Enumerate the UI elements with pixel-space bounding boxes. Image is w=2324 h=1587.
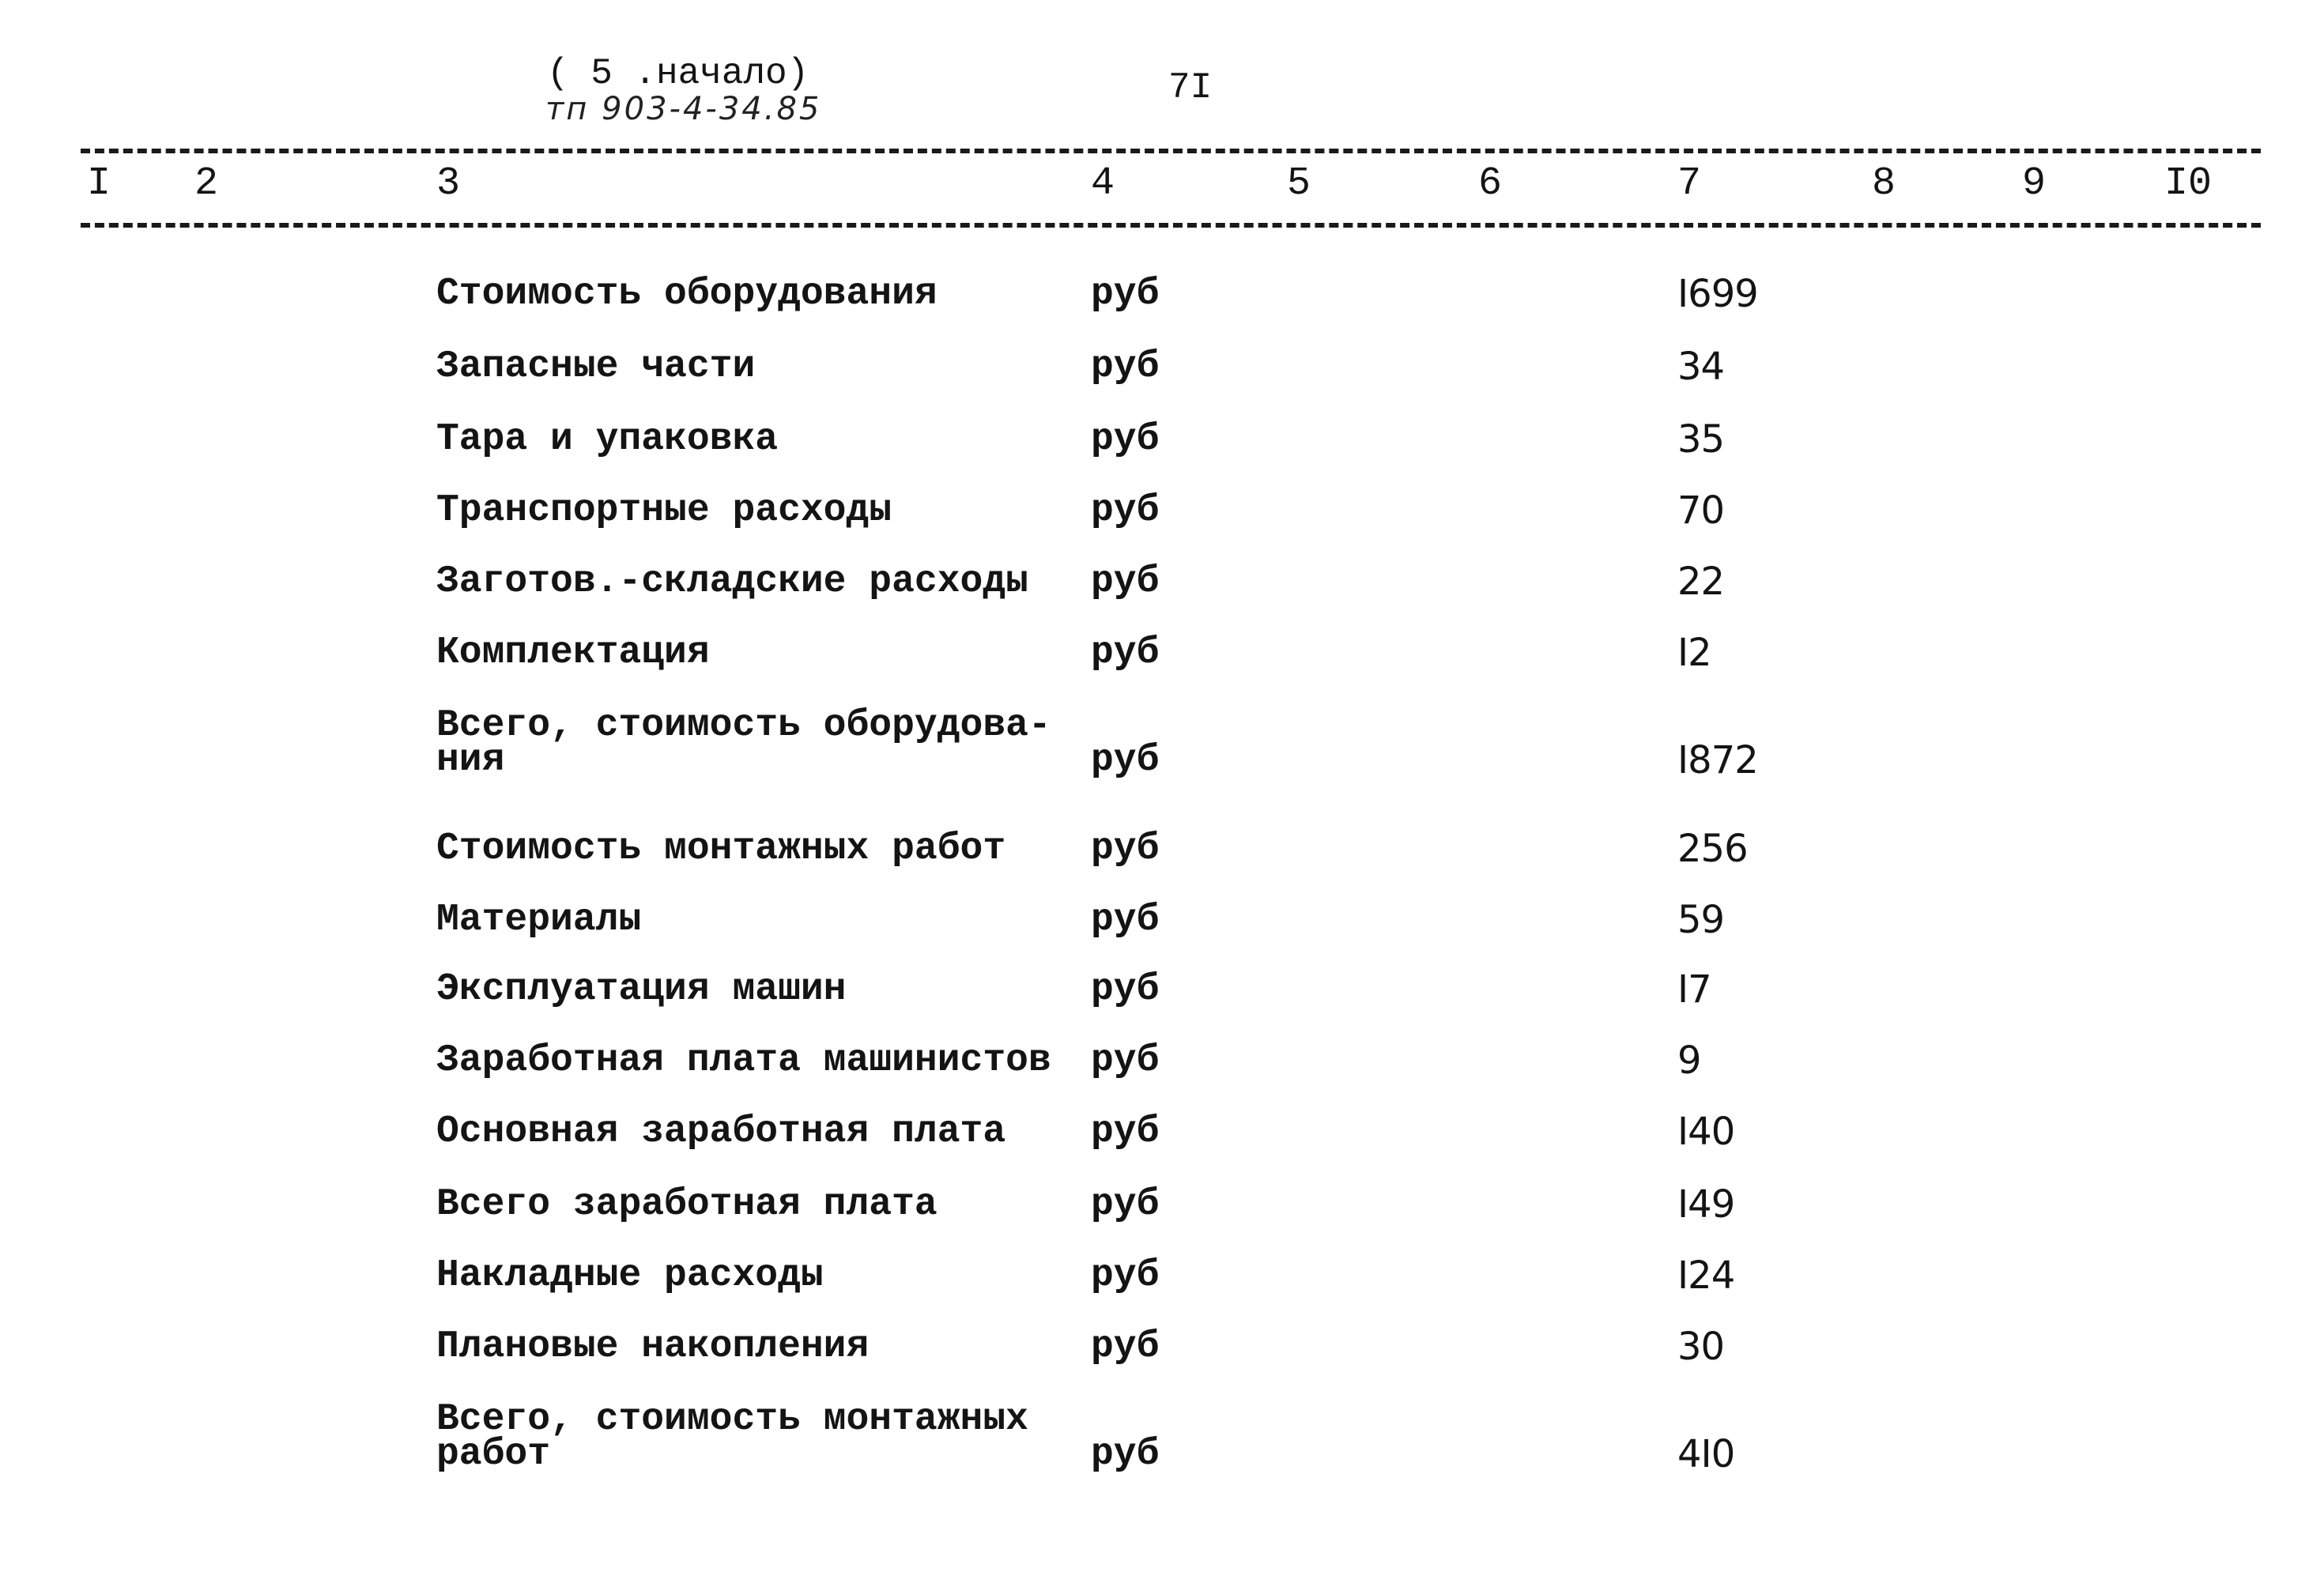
row-unit: руб	[1091, 968, 1160, 1011]
document-code: тп 903-4-34.85	[545, 91, 822, 127]
row-unit: руб	[1091, 418, 1160, 461]
row-name: Стоимость монтажных работ	[436, 827, 1006, 870]
row-name: Заработная плата машинистов	[436, 1039, 1051, 1082]
row-unit: руб	[1091, 489, 1160, 532]
row-name: Комплектация	[436, 631, 710, 674]
row-unit: руб	[1091, 827, 1160, 870]
row-value: I49	[1677, 1182, 1735, 1227]
column-number: 3	[436, 161, 461, 206]
column-number: 4	[1091, 161, 1115, 206]
row-name: Основная заработная плата	[436, 1110, 1006, 1153]
row-name: Тара и упаковка	[436, 418, 779, 461]
column-number: 6	[1478, 161, 1503, 206]
row-unit: руб	[1091, 1325, 1160, 1368]
row-value: 256	[1677, 827, 1748, 871]
row-name: Всего, стоимость монтажных	[436, 1398, 1028, 1441]
table-header-rule	[81, 223, 2261, 228]
row-value: 22	[1677, 560, 1725, 604]
row-name: Запасные части	[436, 345, 756, 388]
column-number: 9	[2022, 161, 2047, 206]
row-value: 34	[1677, 345, 1725, 389]
row-name: Транспортные расходы	[436, 489, 892, 532]
row-name-continued: ния	[436, 739, 505, 782]
row-name: Всего, стоимость оборудова-	[436, 704, 1051, 747]
column-number: 7	[1677, 161, 1702, 206]
page-number: 7I	[1168, 67, 1213, 108]
row-unit: руб	[1091, 1039, 1160, 1082]
row-value: I7	[1677, 967, 1711, 1012]
row-name: Накладные расходы	[436, 1254, 824, 1297]
row-value: I2	[1677, 631, 1711, 675]
row-value: I40	[1677, 1110, 1735, 1154]
row-unit: руб	[1091, 1110, 1160, 1153]
row-unit: руб	[1091, 739, 1160, 782]
row-unit: руб	[1091, 1183, 1160, 1226]
row-name: Заготов.-складские расходы	[436, 560, 1028, 603]
column-number: 8	[1872, 161, 1896, 206]
table-top-rule	[81, 149, 2261, 153]
row-name: Материалы	[436, 899, 642, 941]
row-unit: руб	[1091, 631, 1160, 674]
column-number: I0	[2164, 161, 2213, 206]
row-value: 59	[1677, 898, 1725, 942]
row-unit: руб	[1091, 273, 1160, 315]
row-value: 70	[1677, 488, 1725, 533]
row-unit: руб	[1091, 1433, 1160, 1476]
row-name: Стоимость оборудования	[436, 273, 938, 315]
row-unit: руб	[1091, 899, 1160, 941]
row-value: 35	[1677, 417, 1725, 462]
row-value: 9	[1677, 1039, 1701, 1083]
row-value: 30	[1677, 1325, 1725, 1369]
column-number: 2	[194, 161, 219, 206]
row-name: Плановые накопления	[436, 1325, 870, 1368]
row-name-continued: работ	[436, 1433, 551, 1476]
row-unit: руб	[1091, 1254, 1160, 1297]
column-number: 5	[1287, 161, 1311, 206]
row-unit: руб	[1091, 560, 1160, 603]
row-name: Эксплуатация машин	[436, 968, 847, 1011]
row-name: Всего заработная плата	[436, 1183, 938, 1226]
row-value: I872	[1677, 738, 1758, 782]
column-number: I	[87, 161, 111, 206]
row-value: I699	[1677, 272, 1758, 316]
row-value: I24	[1677, 1253, 1735, 1298]
section-label: ( 5 .начало)	[547, 53, 809, 94]
row-unit: руб	[1091, 345, 1160, 388]
row-value: 4I0	[1677, 1432, 1735, 1476]
